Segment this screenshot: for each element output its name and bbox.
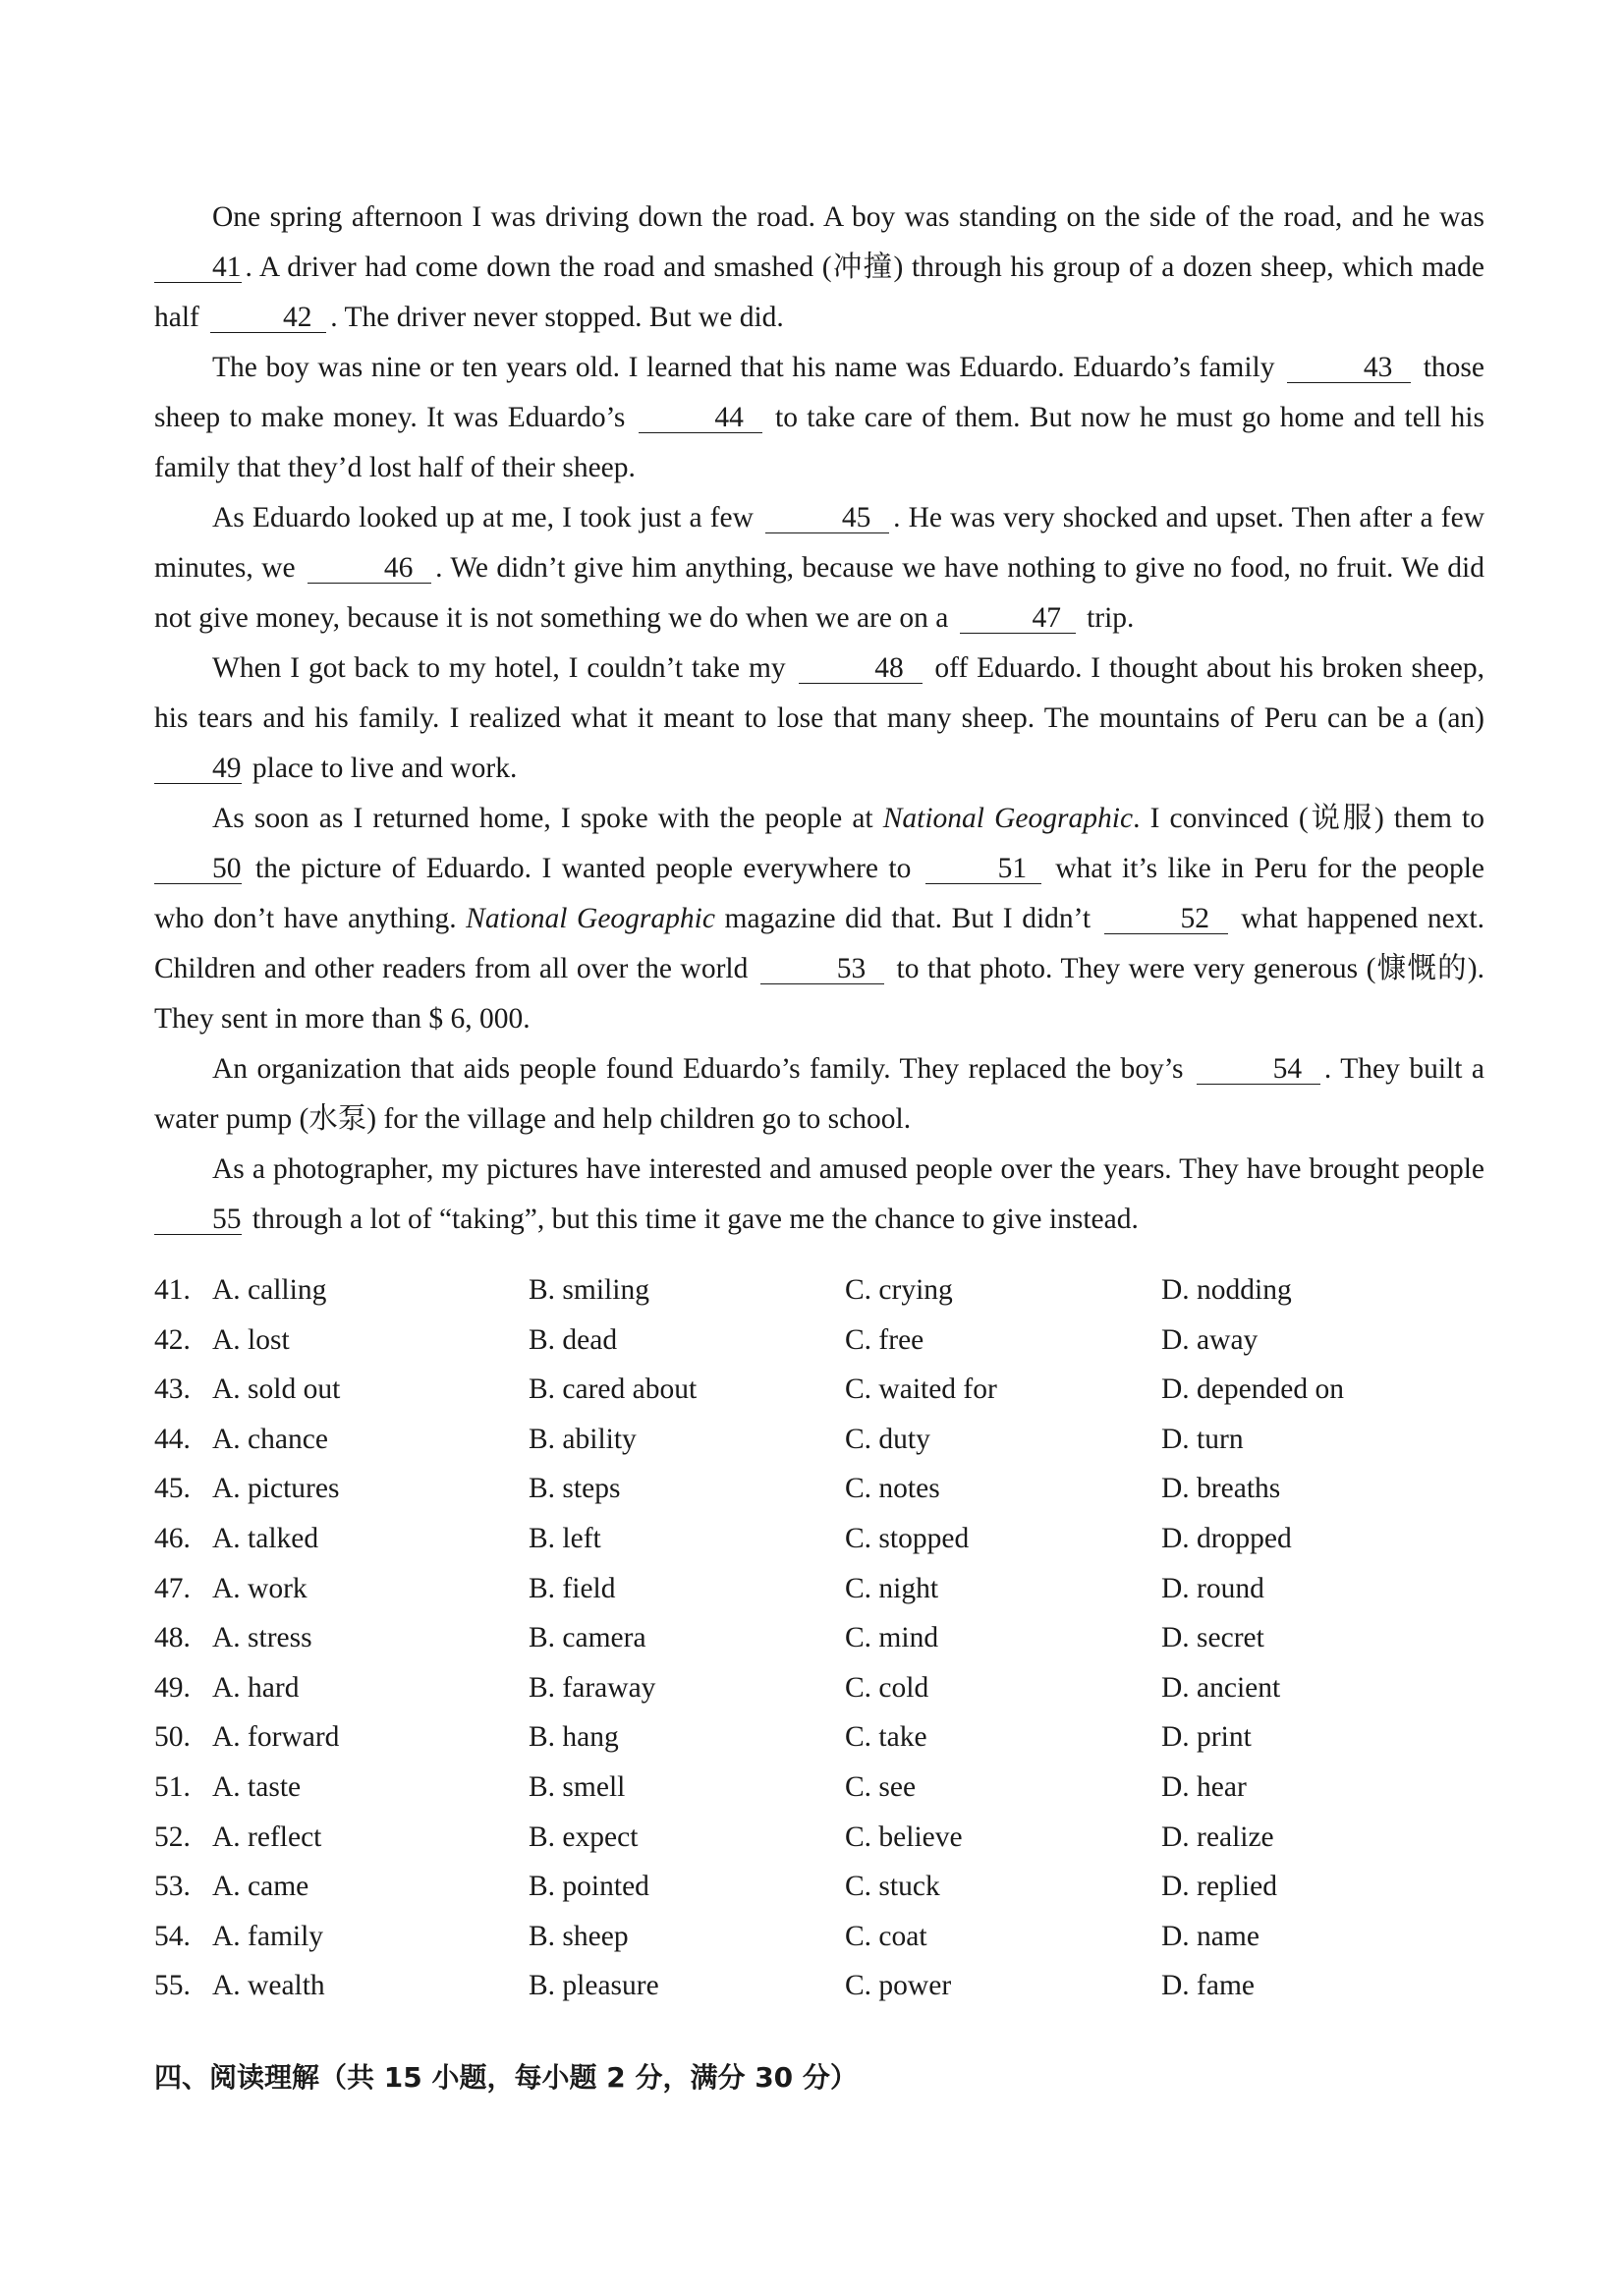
option-a: A. reflect — [212, 1820, 322, 1853]
option-d: D. print — [1161, 1721, 1252, 1754]
option-c: C. see — [845, 1770, 917, 1803]
option-b: B. dead — [529, 1323, 618, 1356]
option-d: D. ancient — [1161, 1671, 1281, 1704]
option-c: C. stopped — [845, 1522, 970, 1554]
blank-45: 45 — [765, 503, 889, 533]
option-a: A. forward — [212, 1721, 340, 1754]
option-d: D. depended on — [1161, 1373, 1344, 1406]
option-b: B. smell — [529, 1770, 626, 1803]
paragraph-1: One spring afternoon I was driving down the road. A boy was standing on the side of the road, and he was 41 . A driver had come down the road and smashed (冲撞) through his group of a dozen sheep, which made half 42 . The driver never stopped. But we did. — [154, 201, 1484, 333]
question-row — [154, 1912, 1530, 1962]
option-c: C. mind — [845, 1622, 939, 1654]
option-c: C. duty — [845, 1423, 930, 1455]
option-c: C. crying — [845, 1274, 953, 1306]
question-number: 49. — [154, 1671, 191, 1704]
option-d: D. name — [1161, 1920, 1259, 1952]
question-row — [154, 1763, 1530, 1813]
paragraph-5: As soon as I returned home, I spoke with the people at National Geographic. I convinced (说服) them to 50 the picture of Eduardo. I wanted people everywhere to 51 what it’s like in Peru for the people who don’t have anything. National Geographic magazine did that. But I didn’t 52 what happened next. Children and other readers from all over the world 53 to that photo. They were very generous (慷慨的). They sent in more than $ 6, 000. — [154, 803, 1485, 1035]
option-d: D. replied — [1161, 1871, 1277, 1903]
option-a: A. work — [212, 1572, 308, 1604]
option-a: A. sold out — [212, 1373, 341, 1406]
question-row — [154, 1365, 1530, 1415]
blank-42: 42 — [210, 303, 326, 333]
option-d: D. away — [1161, 1323, 1259, 1356]
question-row — [154, 1961, 1530, 2011]
question-row — [154, 1464, 1530, 1514]
blank-47: 47 — [960, 603, 1076, 634]
option-a: A. came — [212, 1871, 309, 1903]
option-b: B. sheep — [529, 1920, 629, 1952]
option-a: A. taste — [212, 1770, 302, 1803]
question-number: 55. — [154, 1970, 191, 2002]
question-number: 44. — [154, 1423, 191, 1455]
option-b: B. left — [529, 1522, 601, 1554]
option-a: A. family — [212, 1920, 324, 1952]
blank-54: 54 — [1197, 1054, 1320, 1085]
question-number: 54. — [154, 1920, 191, 1952]
blank-46: 46 — [308, 553, 431, 584]
option-c: C. stuck — [845, 1871, 940, 1903]
question-row — [154, 1564, 1530, 1614]
blank-41: 41 — [154, 252, 242, 283]
option-a: A. calling — [212, 1274, 327, 1306]
option-d: D. secret — [1161, 1622, 1264, 1654]
option-d: D. realize — [1161, 1820, 1274, 1853]
blank-55: 55 — [154, 1204, 242, 1235]
option-a: A. wealth — [212, 1970, 325, 2002]
blank-50: 50 — [154, 854, 242, 884]
option-b: B. steps — [529, 1473, 621, 1505]
question-number: 48. — [154, 1622, 191, 1654]
option-d: D. round — [1161, 1572, 1264, 1604]
option-c: C. free — [845, 1323, 924, 1356]
option-b: B. camera — [529, 1622, 646, 1654]
paragraph-2: The boy was nine or ten years old. I learned that his name was Eduardo. Eduardo’s family 43 those sheep to make money. It was Eduardo’s 44 to take care of them. But now he must go home and tell his family that they’d lost half of their sheep. — [154, 352, 1484, 483]
question-number: 42. — [154, 1323, 191, 1356]
question-row — [154, 1316, 1530, 1366]
option-b: B. pleasure — [529, 1970, 659, 2002]
blank-51: 51 — [925, 854, 1041, 884]
paragraph-4: When I got back to my hotel, I couldn’t take my 48 off Eduardo. I thought about his broken sheep, his tears and his family. I realized what it meant to lose that many sheep. The mountains of Peru can be a (an) 49 place to live and work. — [154, 652, 1484, 784]
option-d: D. dropped — [1161, 1522, 1292, 1554]
blank-53: 53 — [760, 954, 884, 984]
option-c: C. believe — [845, 1820, 963, 1853]
option-d: D. hear — [1161, 1770, 1247, 1803]
option-b: B. hang — [529, 1721, 619, 1754]
question-number: 41. — [154, 1274, 191, 1306]
option-a: A. talked — [212, 1522, 319, 1554]
paragraph-6: An organization that aids people found Eduardo’s family. They replaced the boy’s 54 . They built a water pump (水泵) for the village and help children go to school. — [154, 1053, 1484, 1135]
option-c: C. waited for — [845, 1373, 997, 1406]
blank-49: 49 — [154, 754, 242, 784]
option-a: A. stress — [212, 1622, 312, 1654]
question-row — [154, 1862, 1530, 1912]
option-b: B. expect — [529, 1820, 639, 1853]
question-number: 51. — [154, 1770, 191, 1803]
section-heading: 四、阅读理解（共 15 小题，每小题 2 分，满分 30 分） — [154, 2061, 858, 2094]
option-d: D. nodding — [1161, 1274, 1292, 1306]
option-d: D. fame — [1161, 1970, 1256, 2002]
question-row — [154, 1813, 1530, 1863]
option-b: B. field — [529, 1572, 616, 1604]
question-row — [154, 1663, 1530, 1713]
magazine-name: National Geographic — [882, 803, 1134, 834]
question-number: 50. — [154, 1721, 191, 1754]
blank-44: 44 — [639, 403, 762, 433]
blank-52: 52 — [1104, 904, 1228, 934]
question-number: 52. — [154, 1820, 191, 1853]
option-d: D. turn — [1161, 1423, 1244, 1455]
option-c: C. coat — [845, 1920, 927, 1952]
blank-48: 48 — [799, 653, 923, 684]
magazine-name: National Geographic — [466, 903, 715, 934]
paragraph-7: As a photographer, my pictures have interested and amused people over the years. They have brought people 55 through a lot of “taking”, but this time it gave me the chance to give instead. — [154, 1145, 1484, 1245]
option-b: B. faraway — [529, 1671, 656, 1704]
answer-options — [154, 1265, 1530, 2011]
question-number: 46. — [154, 1522, 191, 1554]
question-row — [154, 1613, 1530, 1663]
question-number: 45. — [154, 1473, 191, 1505]
question-row — [154, 1514, 1530, 1564]
option-a: A. hard — [212, 1671, 300, 1704]
option-c: C. notes — [845, 1473, 940, 1505]
option-b: B. cared about — [529, 1373, 698, 1406]
option-c: C. power — [845, 1970, 952, 2002]
question-row — [154, 1265, 1530, 1316]
option-c: C. cold — [845, 1671, 929, 1704]
option-b: B. smiling — [529, 1274, 649, 1306]
question-row — [154, 1415, 1530, 1465]
blank-43: 43 — [1287, 353, 1411, 383]
option-c: C. night — [845, 1572, 939, 1604]
question-number: 43. — [154, 1373, 191, 1406]
option-b: B. pointed — [529, 1871, 649, 1903]
option-a: A. pictures — [212, 1473, 340, 1505]
option-a: A. chance — [212, 1423, 328, 1455]
question-number: 53. — [154, 1871, 191, 1903]
option-d: D. breaths — [1161, 1473, 1281, 1505]
question-row — [154, 1712, 1530, 1763]
option-c: C. take — [845, 1721, 927, 1754]
option-a: A. lost — [212, 1323, 290, 1356]
question-number: 47. — [154, 1572, 191, 1604]
paragraph-3: As Eduardo looked up at me, I took just a few 45 . He was very shocked and upset. Then after a few minutes, we 46 . We didn’t give him anything, because we have nothing to give no food, no fruit. We did not give money, because it is not something we do when we are on a 47 trip. — [154, 502, 1485, 634]
cloze-passage — [154, 193, 1484, 1245]
option-b: B. ability — [529, 1423, 637, 1455]
